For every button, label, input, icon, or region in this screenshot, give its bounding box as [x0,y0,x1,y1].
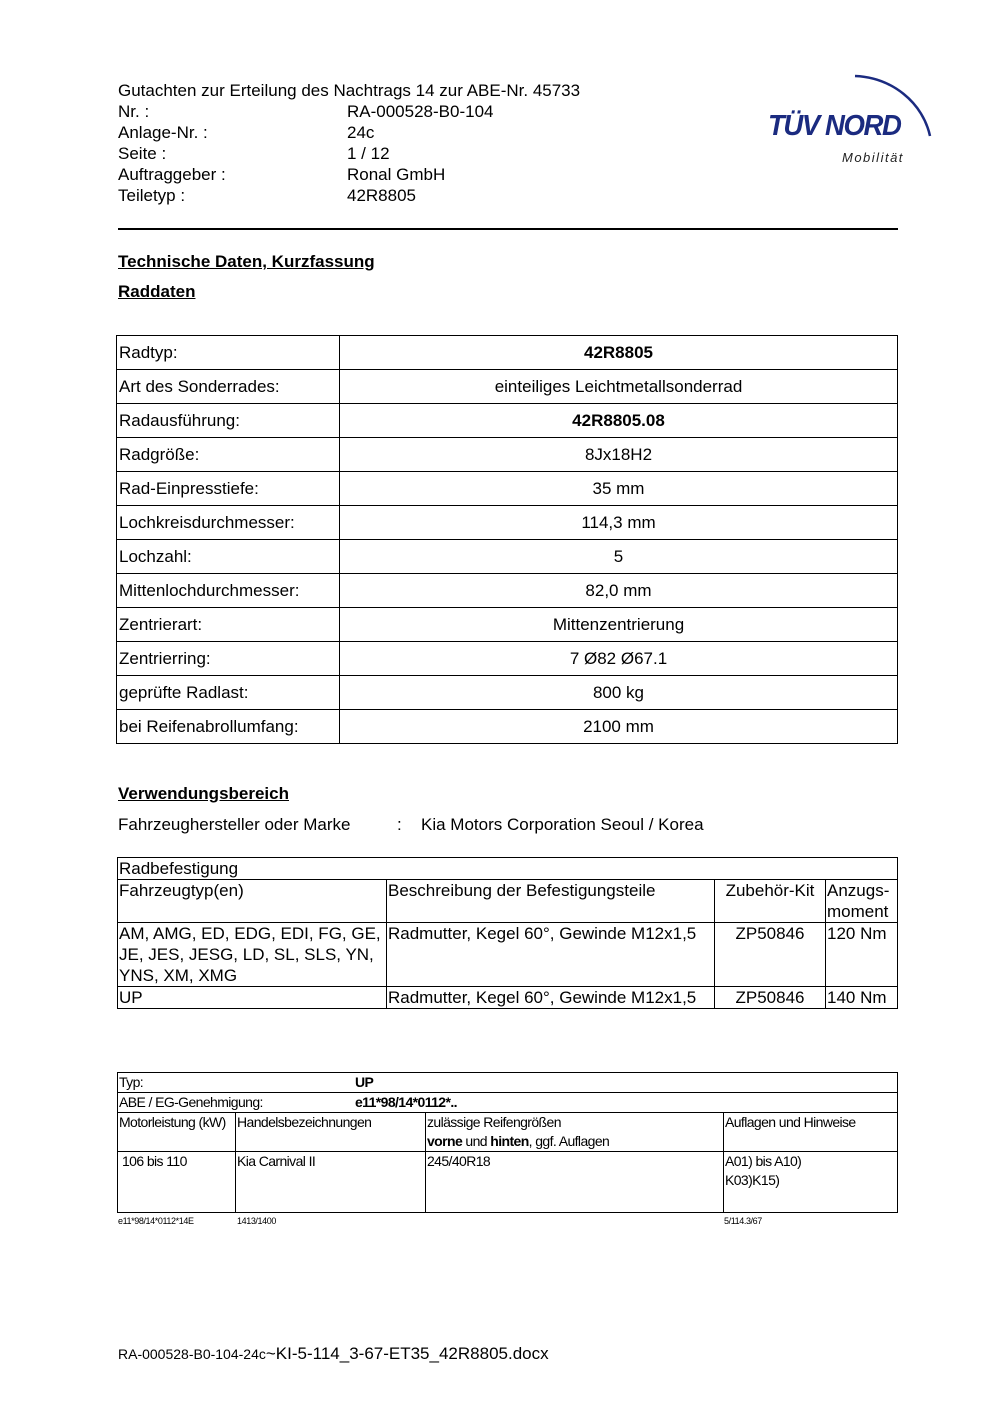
table-row [118,923,898,987]
table-row [117,472,898,506]
tyres-header-text: zulässige Reifengrößen [427,1114,561,1130]
column-header: Motorleistung (kW) [118,1113,236,1152]
manufacturer-line [118,815,704,835]
table-cell: Kia Carnival II [236,1152,426,1213]
header-label: Anlage-Nr. : [118,123,208,142]
manufacturer-value: Kia Motors Corporation Seoul / Korea [421,815,704,834]
type-table [117,1072,898,1213]
logo-wordmark: TÜV NORD [768,110,901,142]
column-header-tyres [426,1113,724,1152]
table-cell: UP [118,987,387,1009]
property-value: 800 kg [340,676,898,710]
property-label: Radtyp: [117,336,340,370]
table-row [118,987,898,1009]
tyres-rest: , ggf. Auflagen [528,1133,610,1149]
section-title: Technische Daten, Kurzfassung [118,252,375,271]
table-caption-row [118,858,898,880]
column-header: Handelsbezeichnungen [236,1113,426,1152]
footnote: e11*98/14*0112*14E [118,1216,194,1226]
approval-row [118,1093,898,1113]
property-value: 42R8805.08 [340,404,898,438]
table-cell: 106 bis 110 [118,1152,236,1213]
property-label: Rad-Einpresstiefe: [117,472,340,506]
table-cell: 120 Nm [826,923,898,987]
property-label: bei Reifenabrollumfang: [117,710,340,744]
header-row-auftraggeber [118,164,580,185]
table-row [117,336,898,370]
property-label: Lochkreisdurchmesser: [117,506,340,540]
header-label: Seite : [118,144,167,163]
property-value: 42R8805 [340,336,898,370]
footer-file-prefix: RA-000528-B0-104-24c [118,1346,266,1362]
header-value: RA-000528-B0-104 [347,102,494,121]
table-cell: Radmutter, Kegel 60°, Gewinde M12x1,5 [387,987,715,1009]
table-row [118,1152,898,1213]
property-value: 114,3 mm [340,506,898,540]
logo-subtitle: Mobilität [842,150,904,165]
header-row-nr [118,101,580,122]
property-value: 2100 mm [340,710,898,744]
type-value: UP [355,1074,374,1090]
manufacturer-label: Fahrzeughersteller oder Marke [118,815,351,834]
table-cell: ZP50846 [715,987,826,1009]
footnote: 5/114.3/67 [724,1216,762,1226]
property-label: Radgröße: [117,438,340,472]
table-cell [724,1152,898,1213]
table-row [117,370,898,404]
header-value: 24c [347,123,375,142]
column-header: Auflagen und Hinweise [724,1113,898,1152]
property-label: Zentrierring: [117,642,340,676]
usage-title: Verwendungsbereich [118,784,289,803]
manufacturer-separator: : [397,815,402,834]
table-row [117,608,898,642]
page-footer [118,1344,549,1364]
property-label: Mittenlochdurchmesser: [117,574,340,608]
document-header [118,80,580,206]
header-label: Auftraggeber : [118,165,226,184]
header-value: 42R8805 [347,186,417,205]
tyres-and: und [462,1133,491,1149]
approval-label: ABE / EG-Genehmigung: [119,1094,263,1110]
property-label: Lochzahl: [117,540,340,574]
header-label: Teiletyp : [118,186,186,205]
conditions-line: K03)K15) [725,1172,780,1188]
column-header: Fahrzeugtyp(en) [118,880,387,923]
property-value: 7 Ø82 Ø67.1 [340,642,898,676]
table-header-row [118,1113,898,1152]
header-row-seite [118,143,580,164]
type-row [118,1073,898,1093]
table-row [117,642,898,676]
header-row-anlage [118,122,580,143]
table-row [117,574,898,608]
property-value: Mittenzentrierung [340,608,898,642]
type-cell [118,1073,898,1093]
header-row-teiletyp [118,185,580,206]
property-label: Art des Sonderrades: [117,370,340,404]
table-row [117,404,898,438]
conditions-line: A01) bis A10) [725,1153,802,1169]
raddaten-table [116,335,898,744]
tyres-header-subtext [427,1132,722,1151]
property-value: 82,0 mm [340,574,898,608]
footer-file-suffix: ~KI-5-114_3-67-ET35_42R8805.docx [265,1344,549,1363]
property-value: 5 [340,540,898,574]
table-row [117,540,898,574]
header-value: Ronal GmbH [347,165,446,184]
table-cell: AM, AMG, ED, EDG, EDI, FG, GE, JE, JES, JESG, LD, SL, SLS, YN, YNS, XM, XMG [118,923,387,987]
property-label: geprüfte Radlast: [117,676,340,710]
fastening-table [117,857,898,1009]
table-cell: ZP50846 [715,923,826,987]
table-cell: 140 Nm [826,987,898,1009]
footnote: 1413/1400 [237,1216,276,1226]
tuv-nord-logo [760,58,940,178]
property-label: Radausführung: [117,404,340,438]
table-row [117,438,898,472]
header-divider [118,228,898,230]
column-header: Anzugs-moment [826,880,898,923]
header-value: 1 / 12 [347,144,390,163]
table-row [117,506,898,540]
table-row [117,676,898,710]
report-title: Gutachten zur Erteilung des Nachtrags 14 zur ABE-Nr. 45733 [118,81,581,100]
section-subtitle: Raddaten [118,282,196,301]
property-value: 35 mm [340,472,898,506]
property-value: einteiliges Leichtmetallsonderrad [340,370,898,404]
header-label: Nr. : [118,102,150,121]
table-row [117,710,898,744]
table-cell: Radmutter, Kegel 60°, Gewinde M12x1,5 [387,923,715,987]
property-value: 8Jx18H2 [340,438,898,472]
tyres-rear: hinten [490,1133,529,1149]
table-header-row [118,880,898,923]
column-header: Zubehör-Kit [715,880,826,923]
approval-cell [118,1093,898,1113]
type-label: Typ: [119,1074,144,1090]
property-label: Zentrierart: [117,608,340,642]
approval-value: e11*98/14*0112*.. [355,1094,457,1110]
fastening-caption: Radbefestigung [118,858,898,880]
table-cell: 245/40R18 [426,1152,724,1213]
tyres-front: vorne [427,1133,463,1149]
column-header: Beschreibung der Befestigungsteile [387,880,715,923]
